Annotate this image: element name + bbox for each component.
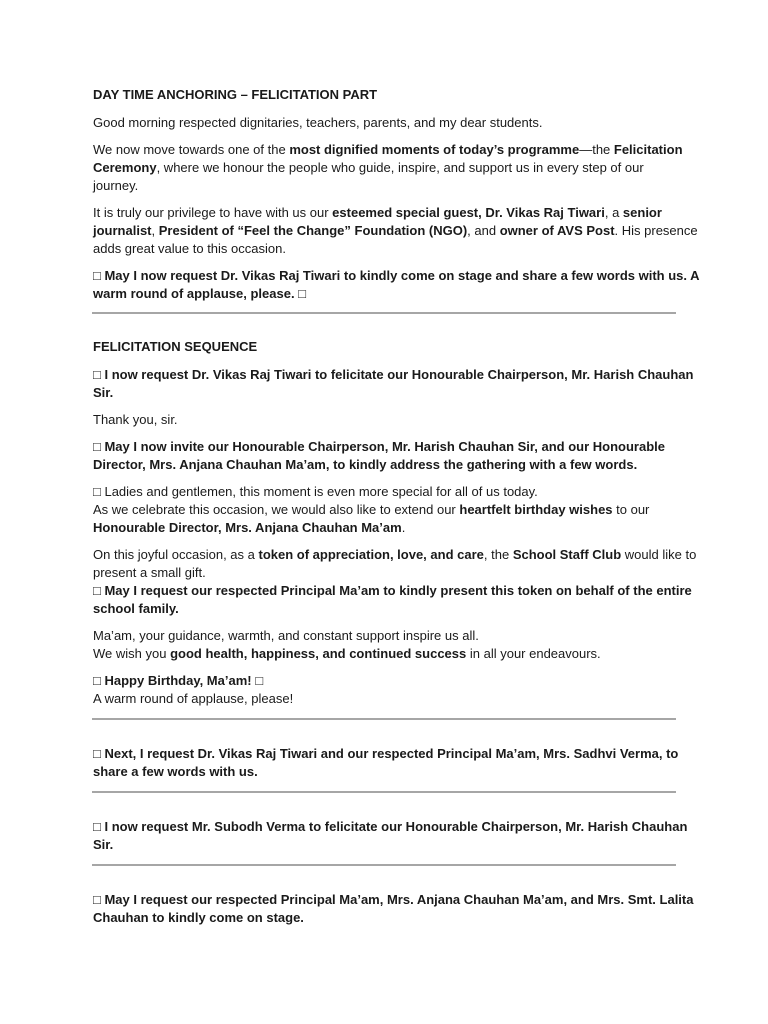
sequence-item [93,366,694,402]
happy-birthday-paragraph [93,672,675,708]
placeholder-glyph-icon: □ [93,484,101,499]
bold-text: token of appreciation, love, and care [258,547,484,562]
text-run: Happy Birthday, Ma’am! [100,673,256,688]
bold-text: owner of AVS Post [499,223,615,238]
text-run: , the [483,547,513,562]
placeholder-glyph-icon: □ [93,268,101,283]
text-run: school family. [93,601,179,616]
text-run: It is truly our privilege to have with us our [93,205,333,220]
text-run: , and [467,223,500,238]
bold-text: esteemed special guest, Dr. Vikas Raj Tiwari [332,205,605,220]
text-run: A warm round of applause, please! [93,691,294,706]
sequence-item [93,745,679,781]
text-run: , a [604,205,623,220]
text-run: Chauhan to kindly come on stage. [93,910,304,925]
text-run: On this joyful occasion, as a [93,547,259,562]
bold-text: good health, happiness, and continued success [170,646,467,661]
text-run: Director, Mrs. Anjana Chauhan Ma’am, to kindly address the gathering with a few words. [93,457,638,472]
sequence-item [93,891,694,927]
text-run: share a few words with us. [93,764,258,779]
sequence-item [93,818,688,854]
bold-text: President of “Feel the Change” Foundation (NGO) [158,223,468,238]
placeholder-glyph-icon: □ [93,746,101,761]
section-title: FELICITATION SEQUENCE [93,339,258,354]
text-run: . His presence [614,223,698,238]
text-run: As we celebrate this occasion, we would also like to extend our [93,502,460,517]
placeholder-glyph-icon: □ [93,892,101,907]
bold-text: Honourable Director, Mrs. Anjana Chauhan Ma’am [93,520,402,535]
birthday-paragraph [93,483,675,537]
request-paragraph [93,267,700,303]
placeholder-glyph-icon: □ [298,286,307,301]
bold-text: School Staff Club [512,547,622,562]
text-run: in all your endeavours. [466,646,601,661]
placeholder-glyph-icon: □ [93,439,101,454]
document-title: DAY TIME ANCHORING – FELICITATION PART [93,87,378,102]
text-run: , [151,223,159,238]
text-run: Next, I request Dr. Vikas Raj Tiwari and our respected Principal Ma’am, Mrs. Sadhvi Verma, to [100,746,679,761]
intro-paragraph [93,141,683,195]
text-run: to our [612,502,650,517]
text-run: I now request Mr. Subodh Verma to felicitate our Honourable Chairperson, Mr. Harish Chauhan [100,819,688,834]
placeholder-glyph-icon: □ [93,367,101,382]
text-run: Sir. [93,837,114,852]
bold-text: heartfelt birthday wishes [459,502,613,517]
text-run: May I now request Dr. Vikas Raj Tiwari to kindly come on stage and share a few words with us. A [100,268,700,283]
text-run: —the [579,142,614,157]
text-run: , where we honour the people who guide, inspire, and support us in every step of our [156,160,644,175]
bold-text: senior [622,205,662,220]
placeholder-glyph-icon: □ [93,819,101,834]
text-run: present a small gift. [93,565,206,580]
text-run: warm round of applause, please. [93,286,299,301]
text-run: May I now invite our Honourable Chairperson, Mr. Harish Chauhan Sir, and our Honourable [100,439,665,454]
bold-text: Felicitation [613,142,683,157]
text-run: We now move towards one of the [93,142,290,157]
placeholder-glyph-icon: □ [93,673,101,688]
text-run: We wish you [93,646,171,661]
greeting-paragraph: Good morning respected dignitaries, teachers, parents, and my dear students. [93,115,543,130]
bold-text: most dignified moments of today’s programme [289,142,580,157]
text-run: adds great value to this occasion. [93,241,286,256]
placeholder-glyph-icon: □ [93,583,101,598]
placeholder-glyph-icon: □ [255,673,264,688]
text-run: Ma’am, your guidance, warmth, and constant support inspire us all. [93,628,479,643]
text-run: journey. [93,178,139,193]
bold-text: Ceremony [93,160,157,175]
sequence-item [93,438,675,474]
text-run: would like to [621,547,697,562]
text-run: May I request our respected Principal Ma’am to kindly present this token on behalf of the entire [100,583,692,598]
gift-paragraph [93,546,697,618]
text-run: I now request Dr. Vikas Raj Tiwari to felicitate our Honourable Chairperson, Mr. Harish Chauhan [100,367,694,382]
text-run: Ladies and gentlemen, this moment is even more special for all of us today. [100,484,538,499]
text-run: May I request our respected Principal Ma’am, Mrs. Anjana Chauhan Ma’am, and Mrs. Smt. Lalita [100,892,694,907]
bold-text: journalist [93,223,152,238]
wishes-paragraph [93,627,675,663]
text-run: . [401,520,406,535]
guest-paragraph [93,204,698,258]
text-run: Sir. [93,385,114,400]
thank-you-line: Thank you, sir. [93,412,178,427]
